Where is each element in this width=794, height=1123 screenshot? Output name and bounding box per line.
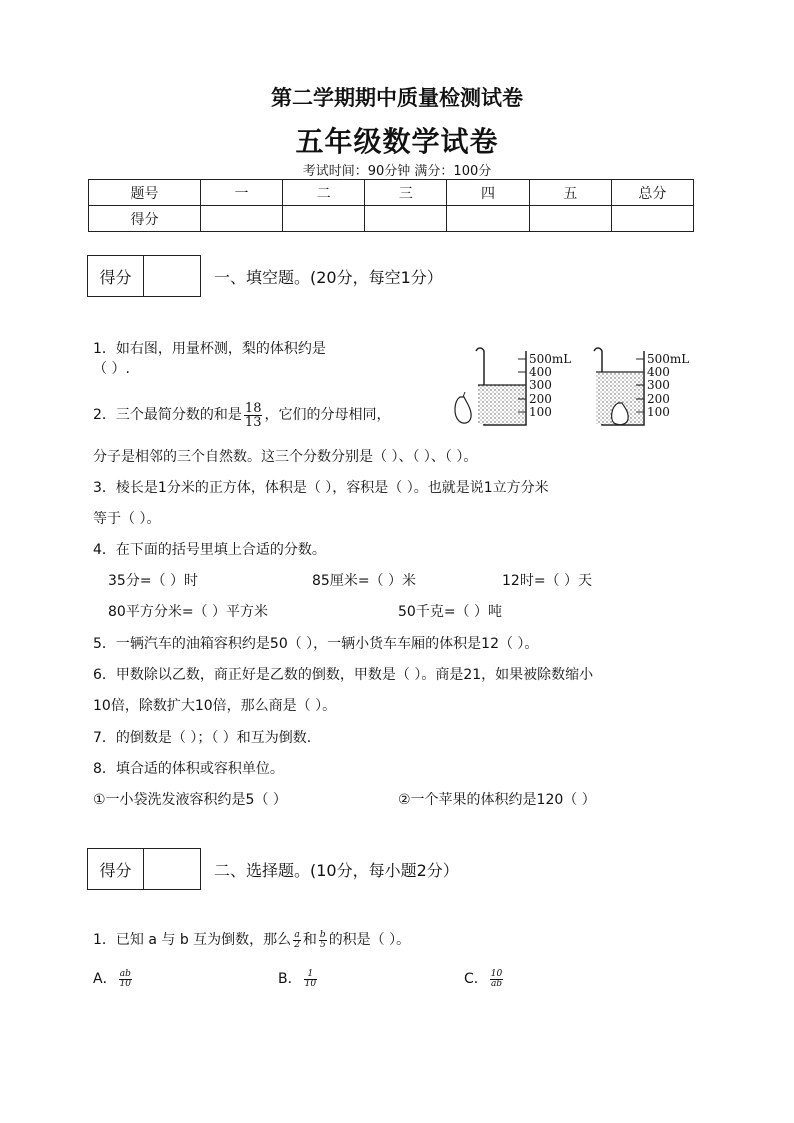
option-letter: B． <box>278 971 302 987</box>
score-entry-cell[interactable] <box>611 206 693 232</box>
q3-line-a: 3．棱长是1分米的正方体，体积是（ ），容积是（ ）。也就是说1立方分米 <box>93 480 549 496</box>
s2-q1-text: 1．已知 a 与 b 互为倒数，那么 <box>93 932 292 948</box>
pear-icon <box>455 397 471 423</box>
q2-line-c: 分子是相邻的三个自然数。这三个分数分别是（ ）、（ ）、（ ）。 <box>93 449 478 465</box>
score-box-label: 得分 <box>88 849 144 889</box>
q4-item: 12时=（ ）天 <box>502 573 592 589</box>
beaker-label: 500mL <box>529 352 572 366</box>
beaker-label: 300 <box>529 378 552 392</box>
score-table-cell: 得分 <box>89 206 201 232</box>
q6-line-b: 10倍，除数扩大10倍，那么商是（ ）。 <box>93 698 337 714</box>
beaker-label: 200 <box>529 392 552 406</box>
fraction-denominator: 10 <box>119 978 132 989</box>
section1-score-box <box>87 255 201 297</box>
q4-item: 85厘米=（ ）米 <box>312 573 416 589</box>
fraction-numerator: ab <box>119 968 131 979</box>
fraction <box>490 970 503 989</box>
q3-line-b: 等于（ ）。 <box>93 511 161 527</box>
beaker-label: 300 <box>647 378 670 392</box>
q4-item: 80平方分米=（ ）平方米 <box>108 604 268 620</box>
fraction <box>119 970 132 989</box>
score-entry-cell[interactable] <box>447 206 529 232</box>
score-box-blank[interactable] <box>144 849 200 889</box>
section2-heading: 二、选择题。(10分，每小题2分） <box>214 861 459 880</box>
beakers-illustration <box>450 345 700 430</box>
s2-q1-text: 和 <box>302 932 317 948</box>
q8-line-a: 8．填合适的体积或容积单位。 <box>93 761 284 777</box>
fraction-denominator: 2 <box>294 939 300 950</box>
option-letter: C． <box>464 971 488 987</box>
fraction-denominator: 13 <box>244 414 262 430</box>
q4-line-a: 4．在下面的括号里填上合适的分数。 <box>93 542 326 558</box>
fraction-denominator: 10 <box>304 978 317 989</box>
score-table-cell: 四 <box>447 180 529 206</box>
fraction-numerator: 18 <box>244 400 262 416</box>
q6-line-a: 6．甲数除以乙数，商正好是乙数的倒数，甲数是（ ）。商是21，如果被除数缩小 <box>93 667 594 683</box>
option-b[interactable] <box>278 968 319 989</box>
q4-item: 50千克=（ ）吨 <box>398 604 502 620</box>
score-box-blank[interactable] <box>144 256 200 296</box>
q1-line-b: （ ）. <box>93 361 130 377</box>
exam-info: 考试时间：90分钟 满分：100分 <box>302 164 492 179</box>
fraction-denominator: 5 <box>319 939 326 950</box>
section2-score-box <box>87 848 201 890</box>
s2-q1-line <box>93 930 410 950</box>
score-table-cell: 一 <box>200 180 282 206</box>
beaker-label: 100 <box>647 405 670 419</box>
beaker-icon <box>594 348 644 425</box>
exam-subject: 五年级数学试卷 <box>295 125 499 158</box>
q2-text: 2．三个最简分数的和是 <box>93 407 242 423</box>
beaker-label: 400 <box>529 365 552 379</box>
beaker-label: 500mL <box>647 352 690 366</box>
fraction-numerator: b <box>319 929 326 940</box>
q2-text: ，它们的分母相同， <box>264 407 391 423</box>
beaker-label: 400 <box>647 365 670 379</box>
score-box-label: 得分 <box>88 256 144 296</box>
fraction-numerator: a <box>294 929 300 940</box>
score-table-cell: 五 <box>529 180 611 206</box>
q8-item: ②一个苹果的体积约是120（ ） <box>398 792 596 808</box>
q2-fraction <box>244 402 263 429</box>
score-table-cell: 三 <box>365 180 447 206</box>
beaker-icon <box>476 348 526 425</box>
score-table-cell: 总分 <box>611 180 693 206</box>
q4-item: 35分=（ ）时 <box>108 573 198 589</box>
fraction-numerator: 10 <box>490 968 503 979</box>
beaker-label: 200 <box>647 392 670 406</box>
fraction <box>304 970 317 989</box>
option-a[interactable] <box>93 968 134 989</box>
fraction-numerator: 1 <box>304 970 317 980</box>
q1-line-a: 1．如右图，用量杯测，梨的体积约是 <box>93 341 326 357</box>
option-letter: A． <box>93 971 117 987</box>
score-entry-cell[interactable] <box>283 206 365 232</box>
fraction <box>319 931 327 950</box>
score-table-header-row <box>89 180 694 206</box>
q7-line: 7．的倒数是（ ）；（ ）和互为倒数. <box>93 730 312 746</box>
score-table-cell: 题号 <box>89 180 201 206</box>
q5-line: 5．一辆汽车的油箱容积约是50（ ），一辆小货车车厢的体积是12（ ）。 <box>93 636 539 652</box>
beaker-label: 100 <box>529 405 552 419</box>
fraction-denominator: ab <box>490 978 503 989</box>
score-entry-cell[interactable] <box>200 206 282 232</box>
option-c[interactable] <box>464 968 505 989</box>
score-table <box>88 179 694 232</box>
score-table-score-row <box>89 206 694 232</box>
score-entry-cell[interactable] <box>365 206 447 232</box>
q2-line-a <box>93 400 390 430</box>
section1-heading: 一、填空题。(20分，每空1分） <box>214 268 443 287</box>
score-entry-cell[interactable] <box>529 206 611 232</box>
q8-item: ①一小袋洗发液容积约是5（ ） <box>93 792 287 808</box>
score-table-cell: 二 <box>283 180 365 206</box>
s2-q1-text: 的积是（ ）。 <box>328 932 411 948</box>
fraction <box>293 931 301 950</box>
exam-title: 第二学期期中质量检测试卷 <box>271 86 523 110</box>
